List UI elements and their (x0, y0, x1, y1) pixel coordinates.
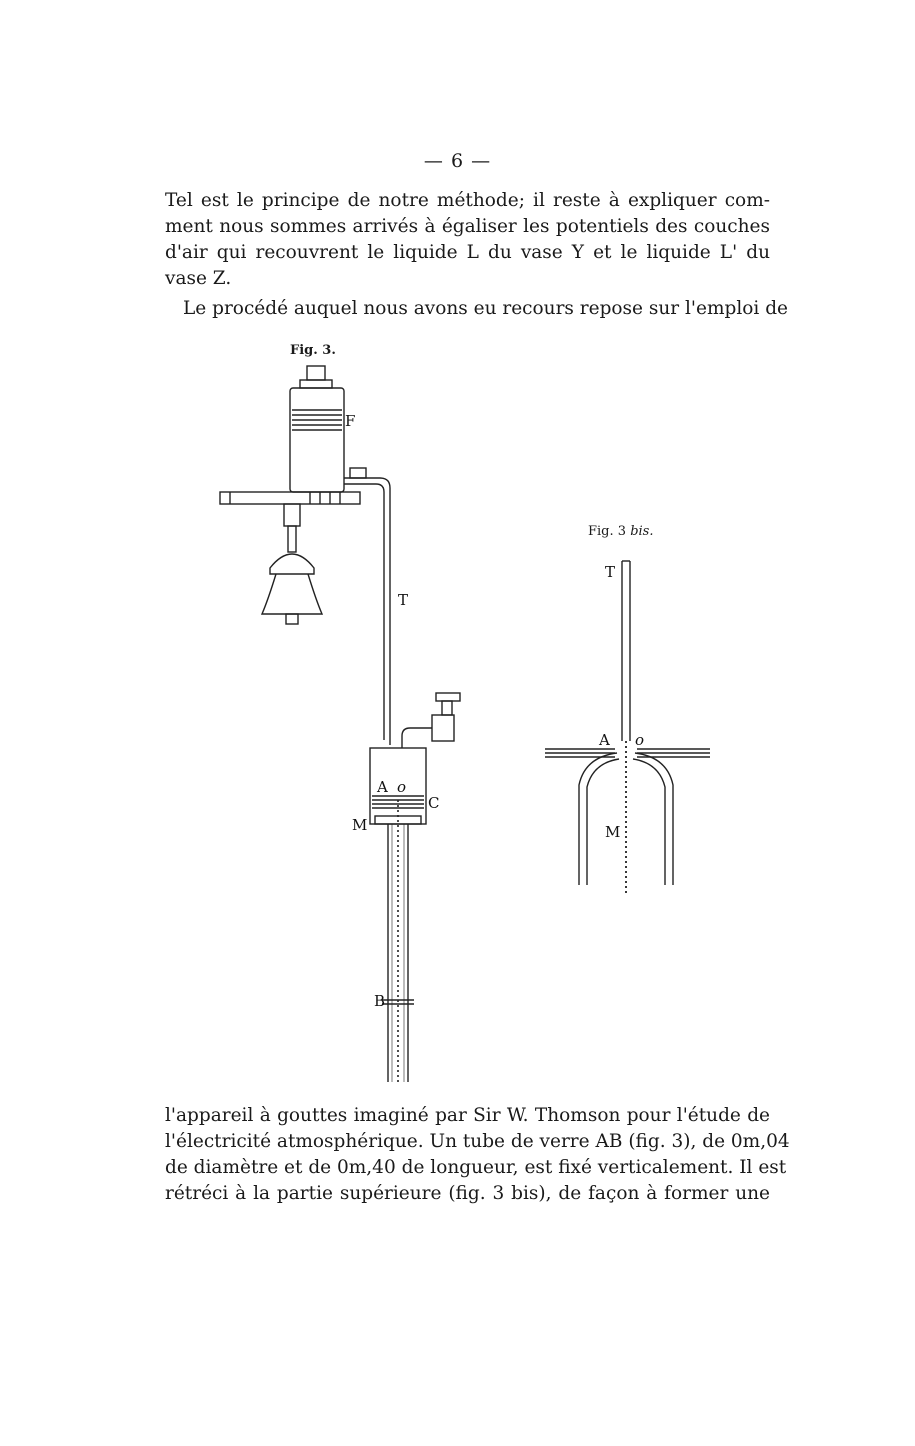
label-a: A (377, 778, 388, 796)
page-number: — 6 — (423, 150, 492, 172)
vessel-wall-left (579, 753, 617, 885)
reservoir-bottle (290, 388, 344, 492)
figure-3-drawing (210, 360, 470, 1090)
vessel-tap-handle (436, 693, 460, 701)
label-a-bis: A (599, 731, 610, 749)
text-line: d'air qui recouvrent le liquide L du vase Y et le liquide L' du (165, 242, 770, 263)
figure-3bis-caption (588, 524, 653, 539)
label-o-bis: o (635, 731, 645, 749)
reservoir-tap (350, 468, 366, 478)
reservoir-neck (300, 380, 332, 388)
text-line: Tel est le principe de notre méthode; il reste à expliquer com- (165, 190, 770, 211)
figure-3bis-drawing (545, 555, 725, 905)
label-m-bis: M (605, 823, 621, 841)
text-line: Le procédé auquel nous avons eu recours repose sur l'emploi de (183, 298, 788, 319)
text-line: l'électricité atmosphérique. Un tube de verre AB (fig. 3), de 0m,04 (165, 1131, 790, 1152)
label-m: M (352, 816, 368, 834)
figure-3bis-caption-suffix: bis. (630, 524, 654, 539)
paragraph-procedure (165, 296, 788, 322)
text-line: l'appareil à gouttes imaginé par Sir W. Thomson pour l'étude de (165, 1105, 770, 1126)
label-o: o (397, 778, 407, 796)
paragraph-principle (165, 188, 770, 292)
vessel-wall-right (635, 753, 673, 885)
label-t-bis: T (605, 563, 616, 581)
label-b: B (374, 992, 386, 1010)
support-stem (284, 504, 300, 526)
insulator-cap (270, 554, 314, 574)
text-line: ment nous sommes arrivés à égaliser les potentiels des couches (165, 216, 770, 237)
support-shelf (220, 492, 360, 504)
label-t: T (398, 591, 409, 609)
paragraph-thomson-apparatus (165, 1103, 790, 1207)
vessel-tap (432, 715, 454, 741)
text-line: de diamètre et de 0m,40 de longueur, est fixé verticalement. Il est (165, 1157, 787, 1178)
figure-3-caption: Fig. 3. (290, 343, 336, 358)
text-line: vase Z. (165, 268, 232, 289)
text-line: rétréci à la partie supérieure (fig. 3 bis), de façon à former une (165, 1183, 770, 1204)
label-c: C (428, 794, 440, 812)
figure-3bis-caption-prefix: Fig. 3 (588, 524, 627, 539)
label-f: F (345, 412, 356, 430)
reservoir-stopper (307, 366, 325, 380)
